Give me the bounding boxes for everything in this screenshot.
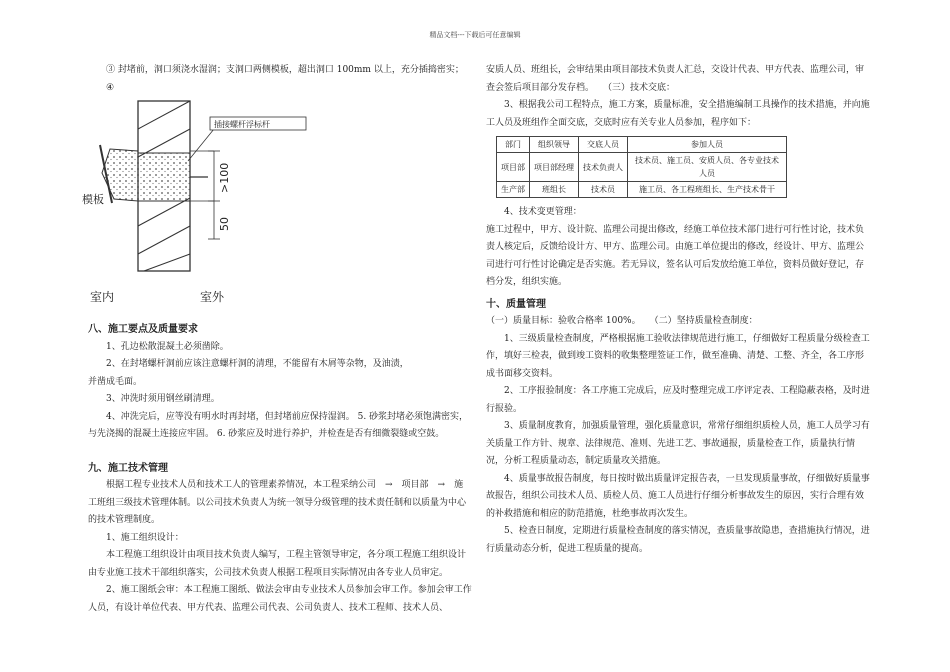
mortar-bulge — [102, 149, 138, 201]
callout-label: 插接螺杆浮标杆 — [214, 120, 270, 129]
template-label: 模板 — [82, 193, 104, 206]
section-10-p2: 1、三级质量检查制度，严格根据施工验收法律规范进行施工，仔细做好工程质量分级检查工作，填好三检表，做到竣工资料的收集整理签证工作，做至准确、清楚、工整、齐全，各工序形成书面移交资料。 — [486, 333, 870, 379]
section-8-p4: 4、冲洗完后，应等没有明水时再封堵，但封堵前应保持湿润。 5. 砂浆封堵必须饱满密实，与先浇揭的混凝土连接应牢固。 6. 砂浆应及时进行养护，并检查是否有细微裂缝或空鼓。 — [88, 411, 469, 439]
table-header-row — [497, 137, 787, 153]
right-column — [486, 62, 872, 558]
table-cell: 技术负责人 — [579, 153, 628, 182]
dim-bottom-label: 50 — [218, 217, 231, 231]
right-p4: 施工过程中，甲方、设计院、监理公司提出修改，经施工单位技术部门进行可行性讨论，技术负责人核定后，反馈给设计方、甲方、监理公司。由施工单位提出的修改，经设计、甲方、监理公司进行可行性讨论确定是否实施。若无异议，签名认可后发放给施工单位，资料员做好登记，存档分发，组织实施。 — [486, 224, 865, 287]
table-cell: 施工员、各工程班组长、生产技术骨干 — [628, 182, 787, 198]
mortar-fill — [138, 153, 190, 201]
table-row — [497, 153, 787, 182]
section-10-p4: 3、质量制度教育，加强质量管理，强化质量意识，常常仔细组织质检人员，施工人员学习有关质量工作方针、规章、法律规范、准则、先进工艺、事故通报，质量检查工作，质量执行情况，分析工程质量动态，制定质量攻关措施。 — [486, 421, 870, 466]
section-8-p1: 1、孔边松散混凝土必须凿除。 — [106, 341, 229, 352]
section-10-p5: 4、质量事故报告制度，每日按时做出质量评定报告表，一旦发现质量事故，仔细做好质量事故报告，组织公司技术人员、质检人员、施工人员进行仔细分析事故发生的原因，实行合理有效的补救措施和相应的防范措施，杜绝事故再次发生。 — [486, 473, 870, 519]
table-row — [497, 182, 787, 198]
disclosure-table — [496, 136, 787, 198]
item-4-marker: ④ — [106, 82, 115, 93]
wall-sealing-diagram — [82, 101, 472, 313]
table-cell: 项目部 — [497, 153, 530, 182]
right-p3: 4、技术变更管理： — [504, 207, 582, 217]
dim-top-label: >100 — [218, 162, 231, 193]
indoor-label: 室内 — [90, 290, 115, 304]
section-9-p1: 根据工程专业技术人员和技术工人的管理素养情况，本工程采纳公司 → 项目部 → 施工班组三级技术管理体制。以公司技术负责人为统一领导分级管理的技术责任制和以质量为中心的技术管理制度。 — [88, 480, 467, 525]
table-header-cell: 交底人员 — [579, 137, 628, 153]
section-10-title: 十、质量管理 — [486, 298, 546, 310]
section-8-title: 八、施工要点及质量要求 — [88, 324, 198, 335]
table-cell: 生产部 — [497, 182, 530, 198]
dimension-lines — [190, 151, 220, 239]
section-10-p6: 5、检查日制度，定期进行质量检查制度的落实情况，查质量事故隐患，查措施执行情况，进行质量动态分析，促进工程质量的提高。 — [486, 526, 870, 554]
callout-leader — [188, 129, 214, 161]
table-header-cell: 部门 — [497, 137, 530, 153]
diagram-svg — [82, 101, 472, 313]
section-10-p1: （一）质量目标：验收合格率 100%。 （二）坚持质量检查制度： — [486, 316, 758, 326]
section-9-p4: 2、施工图纸会审：本工程施工图纸、做法会审由专业技术人员参加会审工作。参加会审工作人员，有设计单位代表、甲方代表、监理公司代表、公司负责人、技术工程师、技术人员、 — [88, 585, 472, 613]
section-8-p3: 3、冲洗时须用钢丝刷清理。 — [106, 394, 220, 404]
page-header: 精品文档---下载后可任意编辑 — [429, 31, 521, 39]
section-10-p3: 2、工序报验制度：各工序施工完成后，应及时整理完成工序评定表、工程隐蔽表格，及时进行报验。 — [486, 386, 870, 414]
section-9-title: 九、施工技术管理 — [88, 462, 168, 474]
table-cell: 技术员 — [579, 182, 628, 198]
item-3-text: ③ 封堵前，洞口须浇水湿润；支洞口两侧模板，超出洞口 100mm 以上，充分插捣密实； — [106, 65, 464, 75]
table-cell: 班组长 — [530, 182, 579, 198]
right-p2: 3、根据我公司工程特点，施工方案，质量标准，安全措施编制工具操作的技术措施，并向施工人员及班组作全面交底，交底时应有关专业人员参加，程序如下： — [486, 100, 870, 128]
left-column — [82, 62, 472, 617]
table-header-cell: 组织领导 — [530, 137, 579, 153]
section-9-p2: 1、施工组织设计： — [106, 532, 184, 543]
section-8-p2-cont: 并凿成毛面。 — [88, 376, 143, 387]
section-9-p3: 本工程施工组织设计由项目技术负责人编写，工程主管领导审定，各分项工程施工组织设计由专业施工技术干部组织落实，公司技术负责人根据工程项目实际情况由各专业人员审定。 — [88, 550, 467, 578]
table-cell: 技术员、施工员、安质人员、各专业技术人员 — [628, 153, 787, 182]
outdoor-label: 室外 — [200, 290, 225, 304]
right-p1: 安质人员、班组长，会审结果由项目部技术负责人汇总，交设计代表、甲方代表、监理公司，审查会签后项目部分发存档。 （三）技术交底： — [486, 65, 865, 93]
table-cell: 项目部经理 — [530, 153, 579, 182]
section-8-p2: 2、在封堵螺杆洞前应该注意螺杆洞的清理，不能留有木屑等杂物，及油渍， — [106, 359, 409, 369]
table-header-cell: 参加人员 — [628, 137, 787, 153]
